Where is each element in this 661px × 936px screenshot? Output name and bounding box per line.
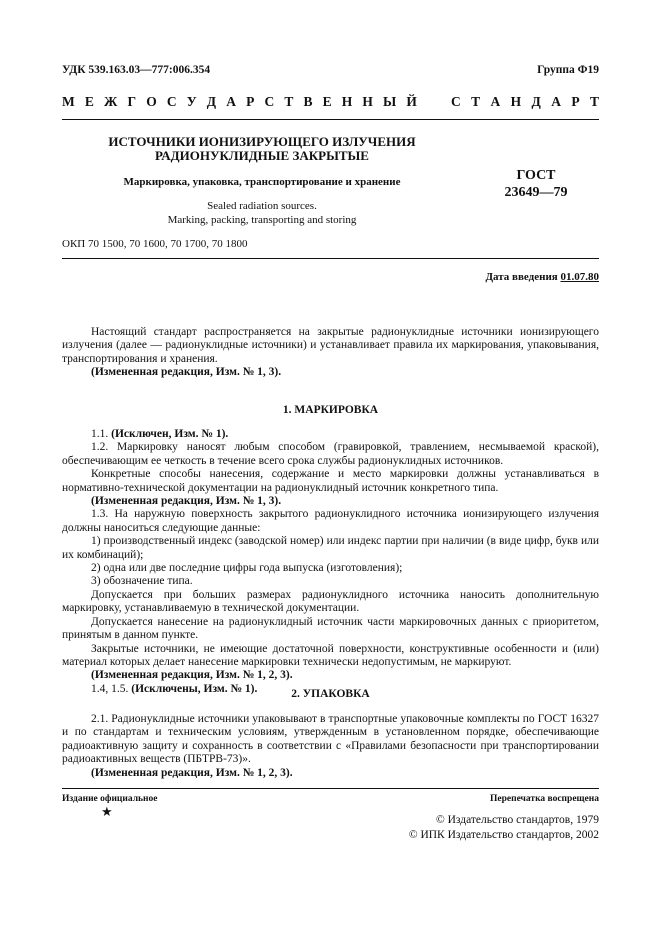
- banner-letter: С: [166, 94, 177, 109]
- intro-block: [62, 326, 599, 380]
- udk-code: УДК 539.163.03—777:006.354: [62, 64, 211, 76]
- gost-label: ГОСТ: [516, 168, 556, 183]
- clause-1-1-text: (Исключен, Изм. № 1).: [111, 428, 229, 440]
- gost-number: 23649—79: [504, 185, 568, 200]
- clause-1-3-item-1: 1) производственный индекс (заводской номер) или индекс партии при наличии (в виде цифр, букв или их комбинаций);: [62, 535, 599, 561]
- banner-letter: А: [226, 94, 236, 109]
- banner-letter: Г: [127, 94, 137, 109]
- official-edition-label: Издание официальное: [62, 794, 158, 804]
- top-divider: [62, 119, 599, 120]
- section-1-body: [62, 428, 599, 696]
- english-title-line-2: Marking, packing, transporting and storing: [167, 213, 357, 226]
- banner-letter: Ы: [383, 94, 397, 109]
- clause-1-3-paragraph-d: Закрытые источники, не имеющие достаточной поверхности, конструктивные особенности и (или) материал которых делает нанесение маркировки технически недопустимым, не маркируют.: [62, 642, 599, 668]
- reprint-prohibited-label: Перепечатка воспрещена: [489, 794, 599, 804]
- banner-letter: Т: [471, 94, 481, 109]
- star-icon: ★: [101, 804, 113, 819]
- banner-letter: С: [264, 94, 275, 109]
- date-value: 01.07.80: [560, 271, 599, 283]
- section-1-heading: 1. МАРКИРОВКА: [282, 404, 379, 416]
- banner-letter: Ж: [104, 94, 118, 109]
- clause-1-4-text: (Исключены, Изм. № 1).: [131, 682, 258, 695]
- banner-letter: У: [186, 94, 197, 109]
- banner-letter: Н: [341, 94, 353, 109]
- intro-amendment-note: (Измененная редакция, Изм. № 1, 3).: [91, 366, 282, 379]
- date-label: Дата введения: [485, 271, 558, 283]
- english-title: [62, 200, 462, 227]
- clause-1-3-paragraph-c: Допускается нанесение на радионуклидный источник части маркировочных данных с приоритетом, принятым в данном пункте.: [62, 615, 599, 642]
- clause-1-4-number: 1.4, 1.5.: [91, 682, 129, 695]
- clause-1-2-continuation: Конкретные способы нанесения, содержание и место маркировки должны устанавливаться в нормативно-технической документации на радионуклидный источник конкретного типа.: [62, 468, 599, 494]
- clause-2-1: 2.1. Радионуклидные источники упаковывают в транспортные упаковочные комплекты по ГОСТ 16327 и по стандартам и техническим условиям, утвержденным в установленном порядке, обеспечивающие радиоактивную защиту и сохранность в соответствии с «Правилами безопасности при транспортировании радиоактивных веществ (ПБТРВ-73)».: [62, 713, 599, 766]
- clause-1-3-item-2: 2) одна или две последние цифры года выпуска (изготовления);: [91, 562, 403, 575]
- banner-letter: Н: [362, 94, 373, 109]
- banner-letter: Р: [246, 94, 255, 109]
- banner-letter: М: [62, 94, 75, 109]
- banner-letter: Н: [510, 94, 522, 109]
- banner-letter: Е: [84, 94, 94, 109]
- banner-word-interstate: [62, 94, 417, 110]
- copyright-line-2: © ИПК Издательство стандартов, 2002: [408, 829, 599, 841]
- banner-letter: Д: [531, 94, 541, 109]
- english-title-line-1: Sealed radiation sources.: [207, 200, 317, 212]
- banner-letter: Т: [284, 94, 294, 109]
- section-2-heading: 2. УПАКОВКА: [291, 688, 370, 700]
- clause-1-1-number: 1.1.: [91, 428, 109, 440]
- intro-paragraph: Настоящий стандарт распространяется на закрытые радионуклидные источники ионизирующего излучения (далее — радионуклидные источники) и устанавливает правила их маркирования, упаковывания, транспортирования и хранения.: [62, 326, 599, 365]
- clause-1-3: 1.3. На наружную поверхность закрытого радионуклидного источника ионизирующего излучения должны наноситься следующие данные:: [62, 508, 599, 534]
- banner-letter: С: [451, 94, 461, 109]
- title-line-2: РАДИОНУКЛИДНЫЕ ЗАКРЫТЫЕ: [155, 148, 369, 163]
- banner-letter: В: [303, 94, 313, 109]
- banner-letter: Д: [206, 94, 217, 109]
- banner-word-standard: [451, 94, 599, 110]
- clause-2-1-amendment-note: (Измененная редакция, Изм. № 1, 2, 3).: [91, 766, 293, 779]
- effective-date: [485, 271, 599, 283]
- banner-letter: О: [146, 94, 157, 109]
- banner-letter: Е: [322, 94, 332, 109]
- banner-letter: Т: [589, 94, 599, 109]
- clause-1-2: 1.2. Маркировку наносят любым способом (гравировкой, травлением, несмываемой краской), обеспечивающим ее четкость в течение всего срока службы радионуклидных источников.: [62, 441, 599, 467]
- title-line-1: ИСТОЧНИКИ ИОНИЗИРУЮЩЕГО ИЗЛУЧЕНИЯ: [108, 134, 416, 149]
- clause-1-3-paragraph-b: Допускается при больших размерах радионуклидного источника наносить дополнительную маркировку, устанавливаемую в технической документации.: [62, 588, 599, 615]
- clause-1-1: [62, 428, 599, 441]
- okp-divider: [62, 258, 599, 259]
- standard-banner: [62, 94, 599, 110]
- banner-letter: А: [551, 94, 561, 109]
- gost-designation: [486, 167, 586, 201]
- banner-letter: Й: [406, 94, 417, 109]
- standard-subtitle: Маркировка, упаковка, транспортирование и хранение: [123, 176, 401, 188]
- group-code: Группа Ф19: [537, 64, 599, 76]
- banner-letter: А: [490, 94, 501, 109]
- clause-1-3-amendment-note: (Измененная редакция, Изм. № 1, 2, 3).: [91, 669, 293, 682]
- okp-codes: ОКП 70 1500, 70 1600, 70 1700, 70 1800: [62, 238, 248, 250]
- standard-title: [62, 135, 462, 163]
- clause-1-2-amendment-note: (Измененная редакция, Изм. № 1, 3).: [91, 495, 282, 508]
- clause-1-3-item-3: 3) обозначение типа.: [91, 575, 193, 588]
- copyright-line-1: © Издательство стандартов, 1979: [435, 814, 599, 826]
- section-2-body: [62, 713, 599, 780]
- banner-letter: Р: [571, 94, 580, 109]
- footer-divider: [62, 788, 599, 789]
